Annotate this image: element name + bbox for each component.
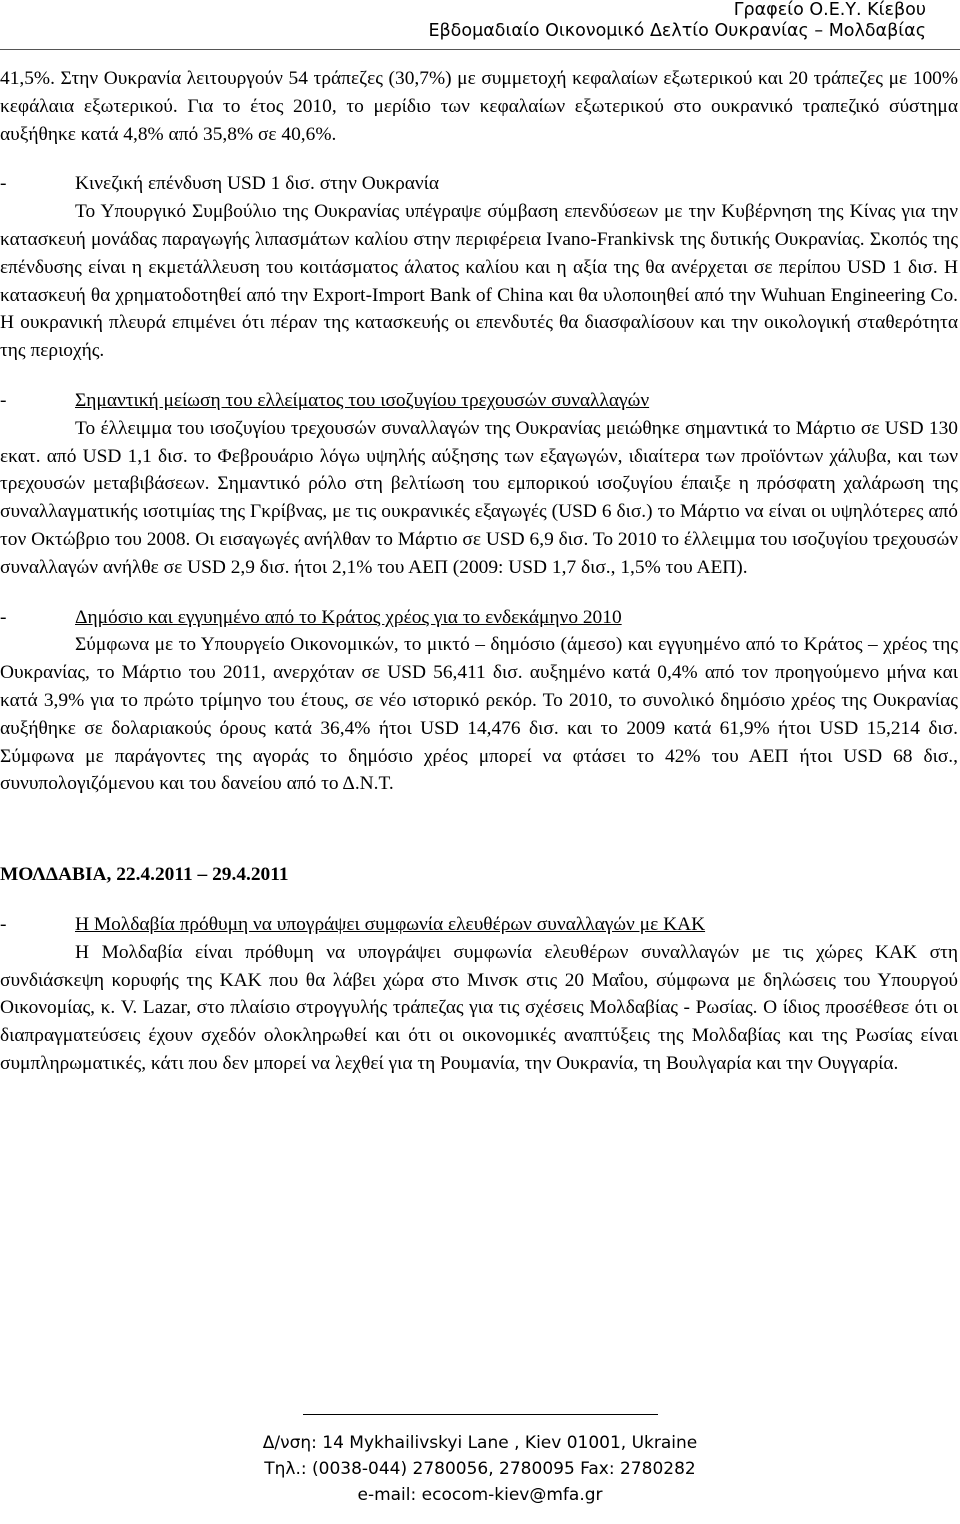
footer-address: Δ/νση: 14 Mykhailivskyi Lane , Kiev 01001, Ukraine — [262, 1433, 698, 1453]
page-header — [428, 0, 926, 42]
item-dash: - — [0, 606, 7, 628]
item-title-line — [0, 604, 958, 632]
item-dash: - — [0, 389, 7, 411]
item-dash: - — [0, 913, 7, 935]
header-divider — [0, 49, 960, 50]
intro-paragraph: 41,5%. Στην Ουκρανία λειτουργούν 54 τράπεζες (30,7%) με συμμετοχή κεφαλαίων εξωτερικού και 20 τράπεζες με 100% κεφάλαια εξωτερικού. Για το έτος 2010, το μερίδιο των κεφαλαίων εξωτερικού στο ουκρανικό τραπεζικό σύστημα αυξήθηκε κατά 4,8% από 35,8% σε 40,6%. — [0, 68, 958, 145]
section-heading-moldova: ΜΟΛΔΑΒΙΑ, 22.4.2011 – 29.4.2011 — [0, 864, 289, 886]
news-item-current-account — [0, 387, 958, 582]
footer-rule — [303, 1414, 658, 1415]
footer-phones: Τηλ.: (0038-044) 2780056, 2780095 Fax: 2780282 — [264, 1459, 696, 1479]
item-title: Κινεζική επένδυση USD 1 δισ. στην Ουκρανία — [75, 173, 440, 195]
news-item-public-debt — [0, 604, 958, 799]
item-body: Η Μολδαβία είναι πρόθυμη να υπογράψει συμφωνία ελευθέρων συναλλαγών με τις χώρες ΚΑΚ στη συνδιάσκεψη κορυφής της ΚΑΚ που θα λάβει χώρα στο Μινσκ στις 20 Μαΐου, σύμφωνα με δηλώσεις του Υπουργού Οικονομίας, κ. V. Lazar, στο πλαίσιο στρογγυλής τράπεζας για τις σχέσεις Μολδαβίας - Ρωσίας. Ο ίδιος προσέθεσε ότι οι διαπραγματεύσεις έχουν σχεδόν ολοκληρωθεί και ότι οι οικονομικές αναπτύξεις της Μολδαβίας και της Ρωσίας είναι συμπληρωματικές, κάτι που δεν μπορεί να λεχθεί για τη Ρουμανία, την Ουκρανία, τη Βουλγαρία και την Ουγγαρία. — [0, 941, 958, 1074]
news-item-moldova-fta — [0, 911, 958, 1078]
item-body: Το Υπουργικό Συμβούλιο της Ουκρανίας υπέγραψε σύμβαση επενδύσεων με την Κυβέρνηση της Κίνας για την κατασκευή μονάδας παραγωγής λιπασμάτων καλίου στην περιφέρεια Ivano-Frankivsk της δυτικής Ουκρανίας. Σκοπός της επένδυσης είναι η εκμετάλλευση του κοιτάσματος άλατος καλίου και η αξία της θα ανέρχεται σε περίπου USD 1 δισ. Η κατασκευή θα χρηματοδοτηθεί από την Export-Import Bank of China και θα υλοποιηθεί από την Wuhuan Engineering Co. Η ουκρανική πλευρά επιμένει ότι πέραν της κατασκευής οι επενδυτές θα διασφαλίσουν και την οικολογική σταθερότητα της περιοχής. — [0, 201, 958, 362]
item-title: Δημόσιο και εγγυημένο από το Κράτος χρέος για το ενδεκάμηνο 2010 — [75, 606, 622, 628]
document-body — [0, 65, 958, 1078]
header-office: Γραφείο Ο.Ε.Υ. Κίεβου — [733, 0, 926, 20]
item-title: Σημαντική μείωση του ελλείματος του ισοζυγίου τρεχουσών συναλλαγών — [75, 389, 650, 411]
item-body: Σύμφωνα με το Υπουργείο Οικονομικών, το μικτό – δημόσιο (άμεσο) και εγγυημένο από το Κράτος – χρέος της Ουκρανίας, το Μάρτιο του 2011, ανερχόταν σε USD 56,411 δισ. αυξημένο κατά 0,4% από τον προηγούμενο μήνα και κατά 3,9% για το πρώτο τρίμηνο του έτους, σε νέο ιστορικό ρεκόρ. Το 2010, το συνολικό δημόσιο χρέος της Ουκρανίας αυξήθηκε σε δολαριακούς όρους κατά 36,4% ήτοι USD 14,476 δισ. και το 2009 κατά 61,9% ήτοι USD 15,214 δισ. Σύμφωνα με παράγοντες της αγοράς το δημόσιο χρέος μπορεί να φτάσει το 42% του ΑΕΠ ήτοι USD 68 δισ., συνυπολογιζόμενου και του δανείου από το Δ.Ν.Τ. — [0, 634, 958, 795]
item-title-line — [0, 911, 958, 939]
item-title-line — [0, 170, 958, 198]
item-dash: - — [0, 173, 7, 195]
header-bulletin: Εβδομαδιαίο Οικονομικό Δελτίο Ουκρανίας – Μολδαβίας — [428, 21, 926, 41]
item-title: Η Μολδαβία πρόθυμη να υπογράψει συμφωνία ελευθέρων συναλλαγών με ΚΑΚ — [75, 913, 706, 935]
item-title-line — [0, 387, 958, 415]
news-item-chinese-investment — [0, 170, 958, 365]
page-footer — [0, 1430, 960, 1508]
footer-email[interactable]: e-mail: ecocom-kiev@mfa.gr — [357, 1485, 603, 1505]
item-body: Το έλλειμμα του ισοζυγίου τρεχουσών συναλλαγών της Ουκρανίας μειώθηκε σημαντικά το Μάρτιο σε USD 130 εκατ. από USD 1,1 δισ. το Φεβρουάριο λόγω υψηλής αύξησης των εξαγωγών, ιδιαίτερα των προϊόντων χάλυβα, και των τρεχουσών μεταβιβάσεων. Σημαντικό ρόλο στη βελτίωση του εμπορικού ισοζυγίου έπαιξε η πρόσφατη χαλάρωση της συναλλαγματικής ισοτιμίας της Γκρίβνας, με τις ουκρανικές εξαγωγές (USD 6 δισ.) το Μάρτιο να είναι οι υψηλότερες από τον Οκτώβριο του 2008. Οι εισαγωγές ανήλθαν το Μάρτιο σε USD 6,9 δισ. Το 2010 το έλλειμμα του ισοζυγίου τρεχουσών συναλλαγών ανήλθε σε USD 2,9 δισ. ήτοι 2,1% του ΑΕΠ (2009: USD 1,7 δισ., 1,5% του ΑΕΠ). — [0, 417, 958, 578]
